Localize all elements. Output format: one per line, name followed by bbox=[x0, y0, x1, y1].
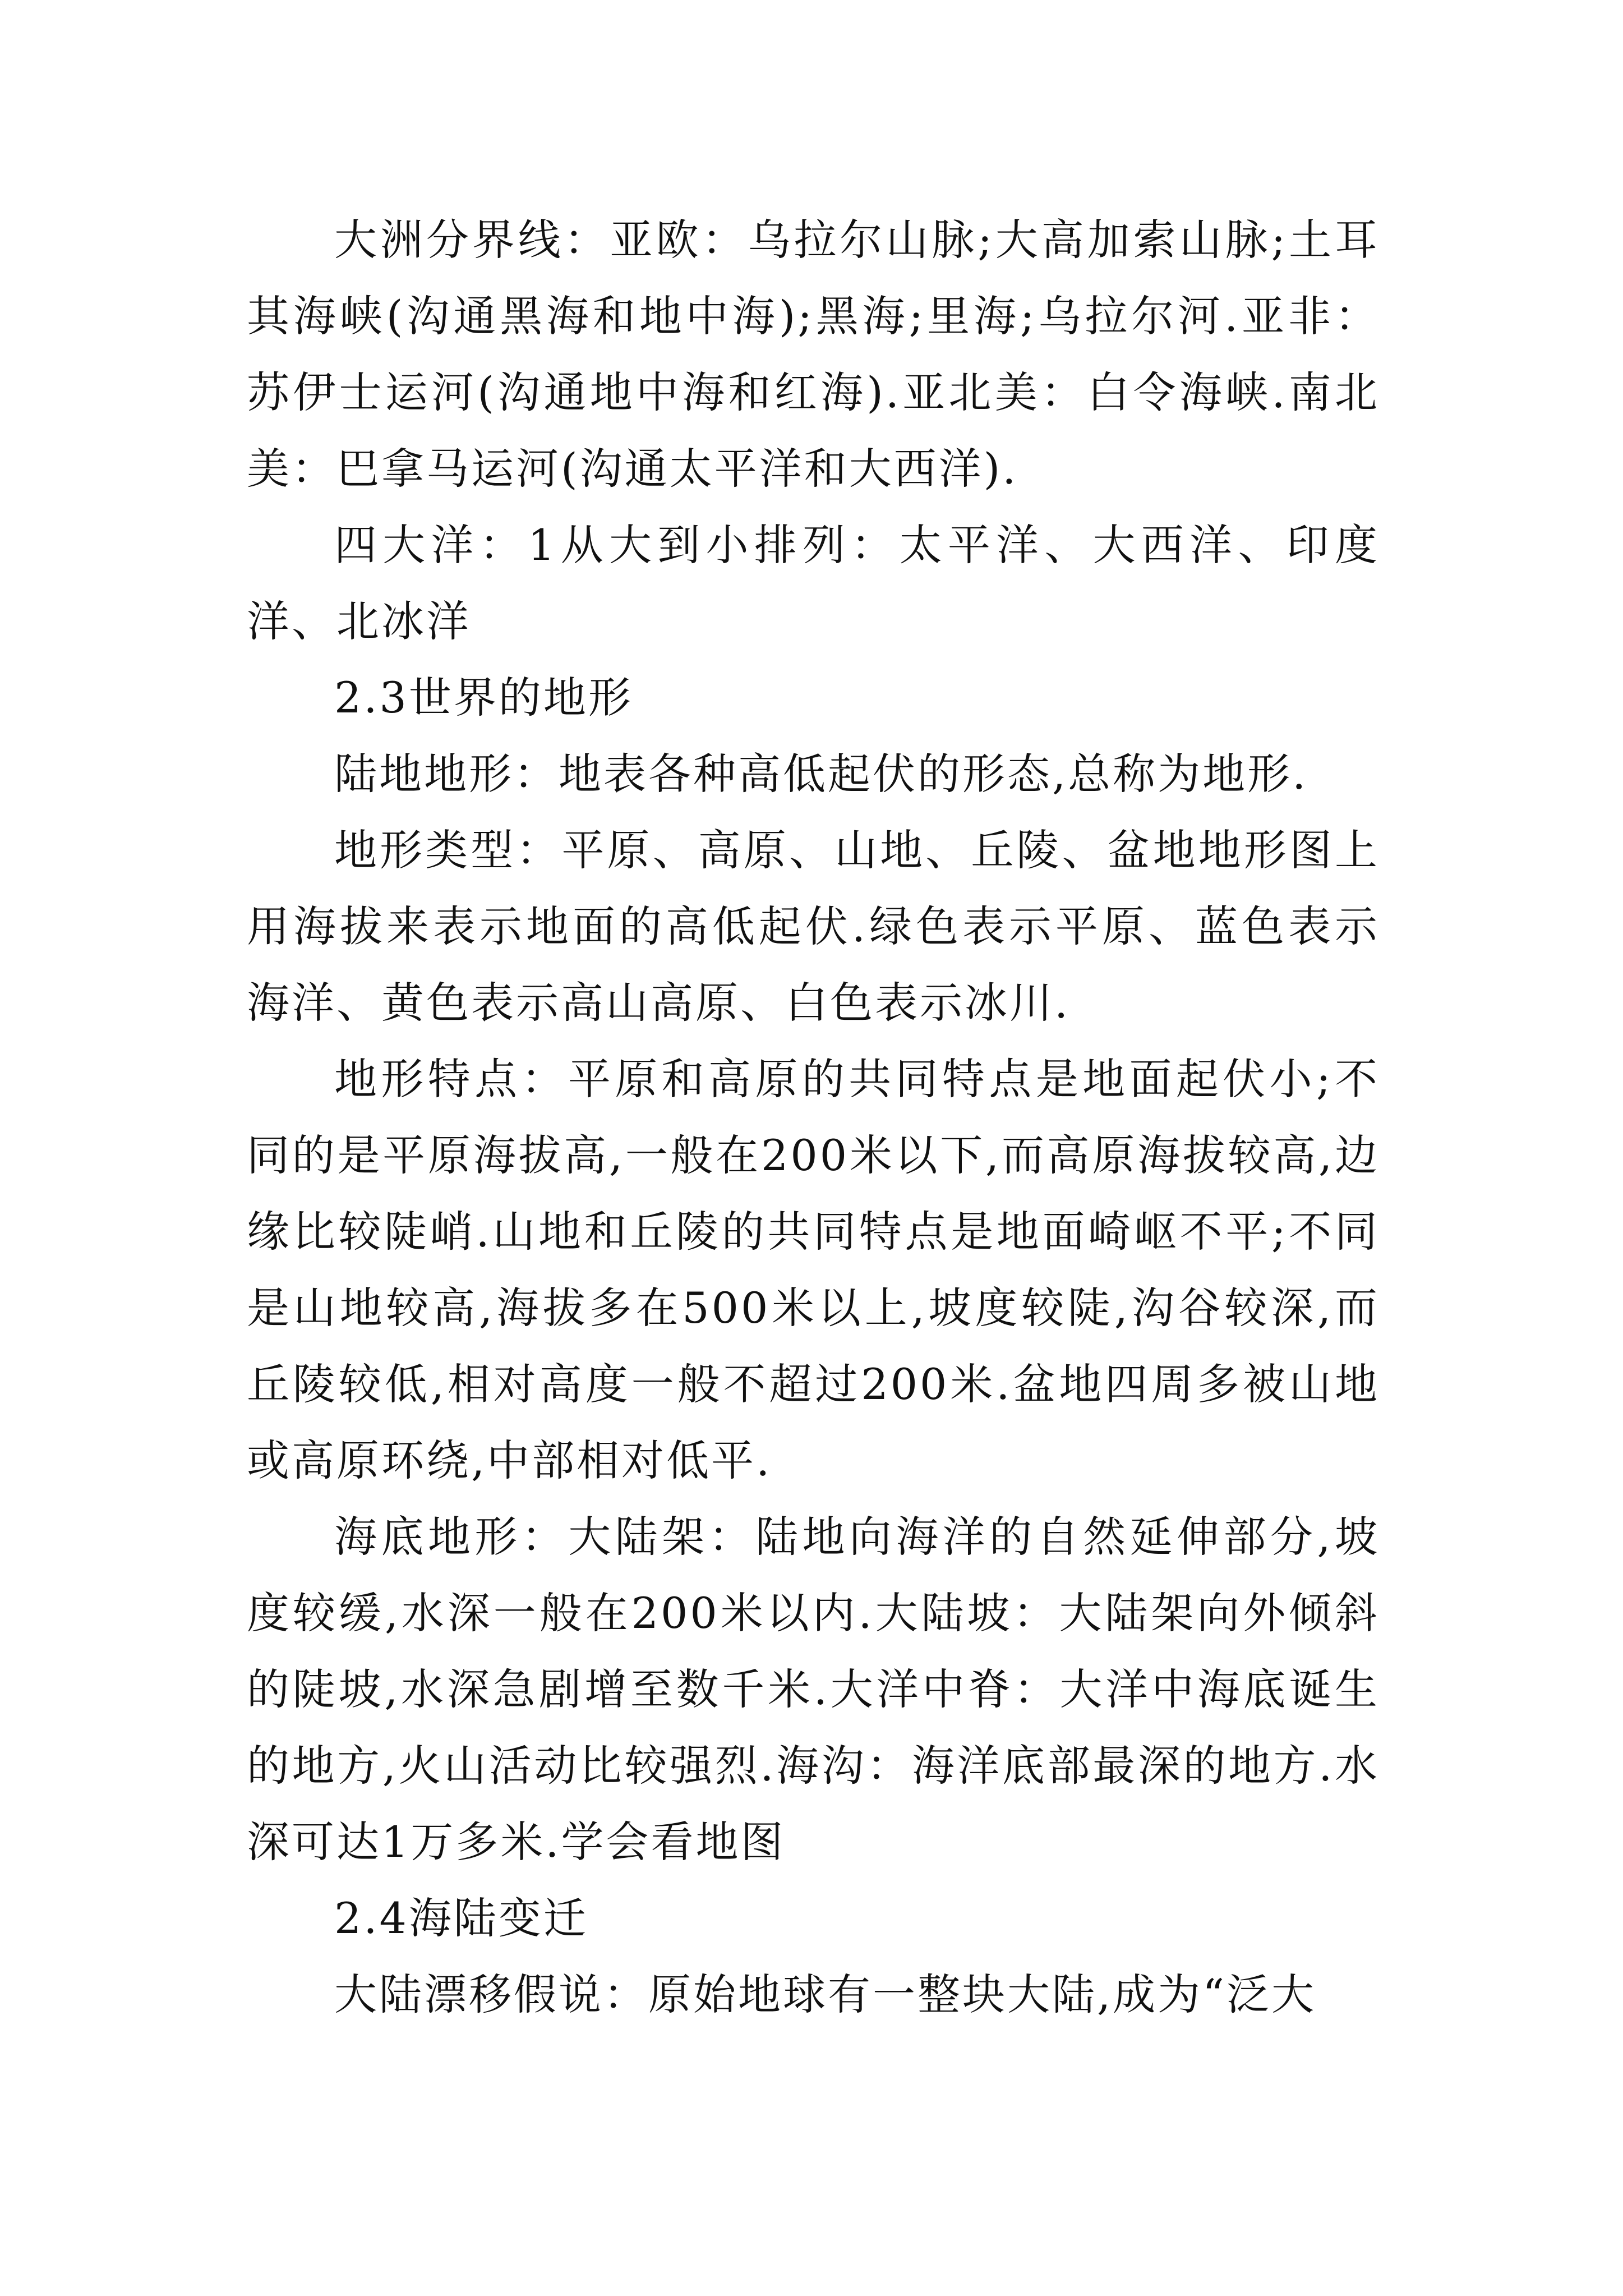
paragraph-continent-boundaries: 大洲分界线：亚欧：乌拉尔山脉;大高加索山脉;土耳其海峡(沟通黑海和地中海);黑海;里海;乌拉尔河.亚非：苏伊士运河(沟通地中海和红海).亚北美：白令海峡.南北美：巴拿马运河(沟通太平洋和大西洋). bbox=[247, 215, 1380, 494]
paragraph-landform-types: 地形类型：平原、高原、山地、丘陵、盆地地形图上用海拔来表示地面的高低起伏.绿色表示平原、蓝色表示海洋、黄色表示高山高原、白色表示冰川. bbox=[247, 825, 1380, 1028]
document-page bbox=[247, 202, 1380, 2033]
paragraph-seafloor-landforms: 海底地形：大陆架：陆地向海洋的自然延伸部分,坡度较缓,水深一般在200米以内.大陆坡：大陆架向外倾斜的陡坡,水深急剧增至数千米.大洋中脊：大洋中海底诞生的地方,火山活动比较强烈.海沟：海洋底部最深的地方.水深可达1万多米.学会看地图 bbox=[247, 1512, 1380, 1867]
section-heading-sea-land-changes: 2.4海陆变迁 bbox=[334, 1893, 588, 1943]
paragraph-four-oceans: 四大洋：1从大到小排列：太平洋、大西洋、印度洋、北冰洋 bbox=[247, 520, 1380, 646]
section-heading-world-landforms: 2.3世界的地形 bbox=[334, 673, 633, 723]
paragraph-landform-features: 地形特点：平原和高原的共同特点是地面起伏小;不同的是平原海拔高,一般在200米以下,而高原海拔较高,边缘比较陡峭.山地和丘陵的共同特点是地面崎岖不平;不同是山地较高,海拔多在500米以上,坡度较陡,沟谷较深,而丘陵较低,相对高度一般不超过200米.盆地四周多被山地或高原环绕,中部相对低平. bbox=[247, 1054, 1380, 1485]
paragraph-land-landforms: 陆地地形：地表各种高低起伏的形态,总称为地形. bbox=[334, 749, 1308, 799]
paragraph-continental-drift: 大陆漂移假说：原始地球有一整块大陆,成为“泛大 bbox=[334, 1970, 1317, 2019]
